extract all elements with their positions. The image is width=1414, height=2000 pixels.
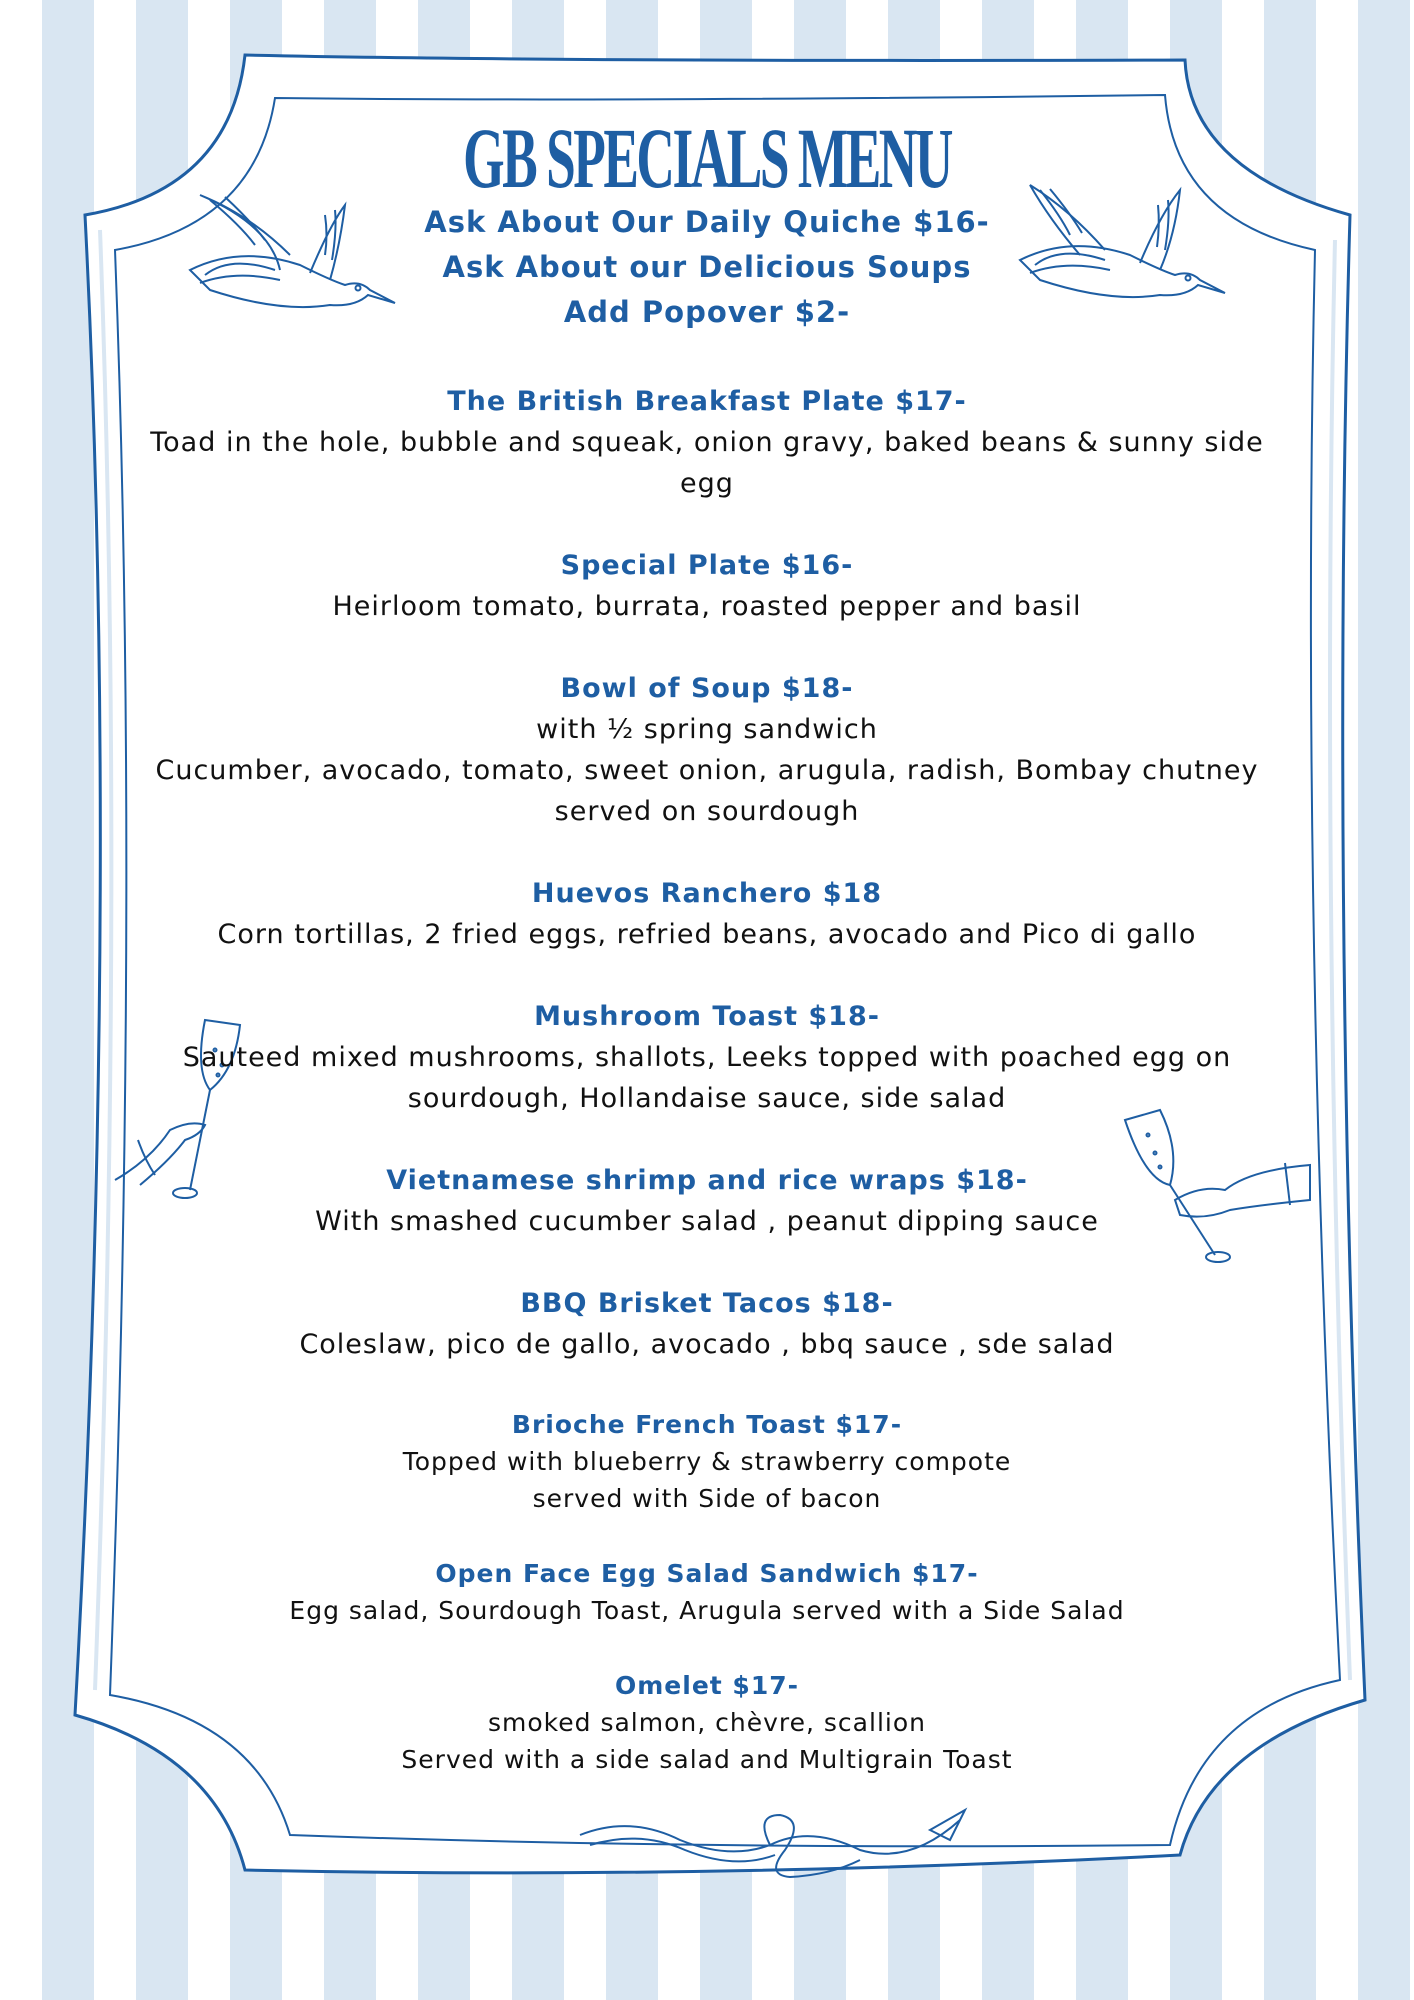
menu-item-desc: With smashed cucumber salad , peanut dipping sauce: [315, 1206, 1099, 1237]
menu-item-desc: smoked salmon, chèvre, scallion: [488, 1708, 926, 1737]
menu-item-desc: served with Side of bacon: [532, 1484, 882, 1513]
headline-quiche: Ask About Our Daily Quiche $16-: [424, 205, 990, 239]
menu-item-title: Brioche French Toast $17-: [511, 1410, 903, 1439]
menu-item-desc: Heirloom tomato, burrata, roasted pepper and basil: [332, 591, 1082, 622]
menu-item-title: Mushroom Toast $18-: [534, 1001, 880, 1032]
menu-item-desc: egg: [680, 468, 734, 499]
menu-item-title: BBQ Brisket Tacos $18-: [520, 1288, 894, 1319]
menu-item: [120, 873, 1294, 955]
ribbon-icon: [570, 1805, 970, 1885]
menu-item-desc: served on sourdough: [554, 796, 860, 827]
menu-item-desc: with ½ spring sandwich: [536, 714, 878, 745]
menu-headlines: [120, 200, 1294, 335]
menu-item-title: Bowl of Soup $18-: [560, 673, 854, 704]
menu-item-desc: Sauteed mixed mushrooms, shallots, Leeks topped with poached egg on: [182, 1042, 1232, 1073]
menu-item-title: Omelet $17-: [615, 1671, 799, 1700]
menu-item: [120, 996, 1294, 1119]
menu-item-desc: Topped with blueberry & strawberry compote: [402, 1447, 1012, 1476]
menu-item: [120, 1283, 1294, 1365]
headline-soups: Ask About our Delicious Soups: [442, 250, 972, 284]
menu-item-desc: Served with a side salad and Multigrain Toast: [401, 1745, 1013, 1774]
menu-item-desc: Corn tortillas, 2 fried eggs, refried beans, avocado and Pico di gallo: [217, 919, 1197, 950]
menu-item-desc: sourdough, Hollandaise sauce, side salad: [407, 1083, 1007, 1114]
menu-item-title: Huevos Ranchero $18: [531, 878, 883, 909]
menu-item-title: Open Face Egg Salad Sandwich $17-: [435, 1559, 979, 1588]
menu-item: [120, 1160, 1294, 1242]
menu-item: [120, 1667, 1294, 1778]
menu-item-title: Special Plate $16-: [560, 550, 854, 581]
menu-item-desc: Cucumber, avocado, tomato, sweet onion, arugula, radish, Bombay chutney: [155, 755, 1259, 786]
menu-item: [120, 668, 1294, 832]
menu-item: [120, 1406, 1294, 1517]
menu-item-title: Vietnamese shrimp and rice wraps $18-: [386, 1165, 1028, 1196]
menu-content: [120, 112, 1294, 1816]
menu-item: [120, 545, 1294, 627]
menu-item-desc: Egg salad, Sourdough Toast, Arugula served with a Side Salad: [289, 1596, 1125, 1625]
headline-popover: Add Popover $2-: [563, 295, 851, 329]
menu-item-desc: Coleslaw, pico de gallo, avocado , bbq sauce , sde salad: [299, 1329, 1115, 1360]
menu-items: [120, 381, 1294, 1778]
menu-item-desc: Toad in the hole, bubble and squeak, onion gravy, baked beans & sunny side: [150, 427, 1264, 458]
menu-item: [120, 1555, 1294, 1629]
menu-item: [120, 381, 1294, 504]
menu-title: GB SPECIALS MENU: [463, 110, 951, 206]
menu-item-title: The British Breakfast Plate $17-: [447, 386, 967, 417]
